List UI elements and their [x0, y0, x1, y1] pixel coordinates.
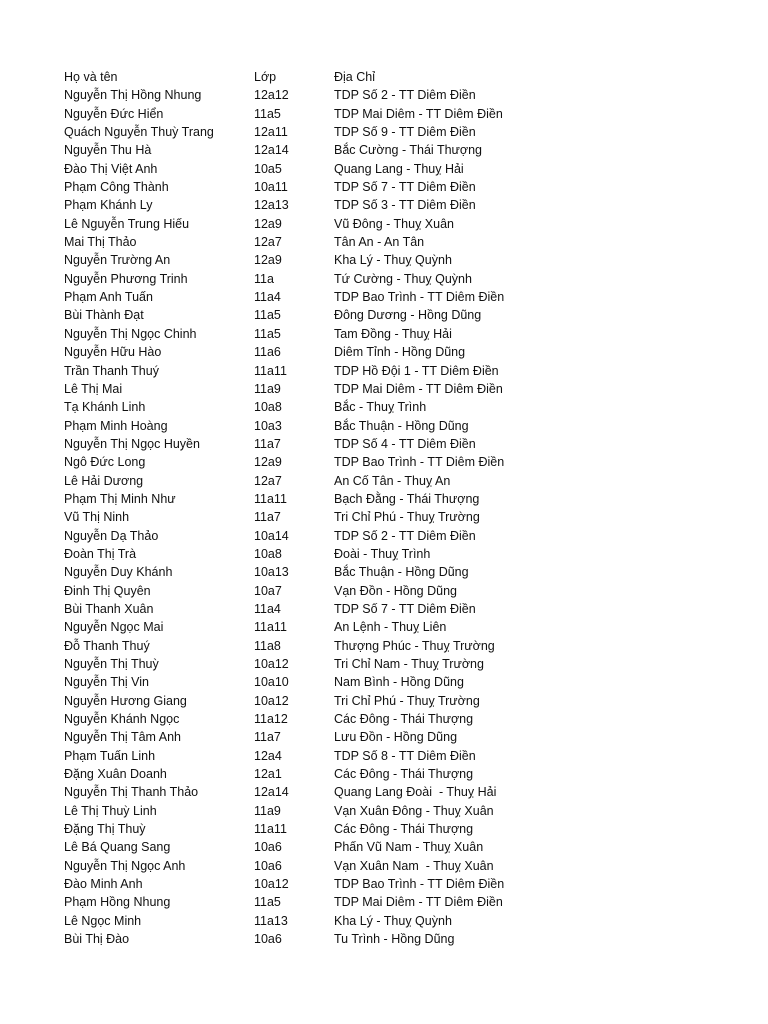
address-cell: Đông Dương - Hồng Dũng [334, 308, 482, 323]
student-name-cell: Phạm Anh Tuấn [64, 290, 153, 305]
table-row [64, 362, 594, 380]
table-row [64, 783, 594, 801]
class-cell: 11a11 [254, 491, 287, 506]
address-cell: TDP Số 7 - TT Diêm Điền [334, 180, 476, 195]
class-cell: 12a1 [254, 767, 282, 782]
address-cell: Lưu Đồn - Hồng Dũng [334, 730, 458, 745]
address-cell: Thượng Phúc - Thuỵ Trường [334, 638, 495, 653]
class-cell: 10a12 [254, 877, 289, 892]
student-name-cell: Lê Thị Thuỳ Linh [64, 803, 157, 818]
address-cell: Vạn Xuân Đông - Thuỵ Xuân [334, 803, 494, 818]
class-cell: 11a [254, 271, 274, 286]
table-row [64, 160, 594, 178]
class-cell: 12a12 [254, 88, 289, 103]
class-cell: 10a14 [254, 528, 289, 543]
student-name-cell: Nguyễn Đức Hiển [64, 106, 164, 121]
student-name-cell: Nguyễn Hương Giang [64, 693, 187, 708]
table-row [64, 637, 594, 655]
address-cell: Tứ Cường - Thuỵ Quỳnh [334, 271, 472, 286]
student-name-cell: Đặng Xuân Doanh [64, 767, 167, 782]
class-cell: 11a7 [254, 730, 281, 745]
header-class: Lớp [254, 70, 277, 84]
table-row [64, 710, 594, 728]
table-row [64, 802, 594, 820]
class-cell: 10a12 [254, 657, 289, 671]
class-cell: 11a4 [254, 601, 281, 616]
address-cell: Tri Chỉ Phú - Thuỵ Trường [334, 693, 480, 708]
table-row [64, 178, 594, 196]
student-name-cell: Nguyễn Thị Hồng Nhung [64, 88, 202, 103]
student-name-cell: Lê Nguyễn Trung Hiếu [64, 216, 190, 231]
class-cell: 12a4 [254, 748, 282, 763]
student-name-cell: Lê Thị Mai [64, 381, 123, 396]
table-row [64, 747, 594, 765]
table-row [64, 435, 594, 453]
table-row [64, 655, 594, 673]
class-cell: 10a6 [254, 932, 282, 947]
table-row [64, 196, 594, 214]
student-name-cell: Quách Nguyễn Thuỳ Trang [64, 125, 214, 140]
address-cell: Bạch Đằng - Thái Thượng [334, 491, 480, 506]
address-cell: TDP Số 3 - TT Diêm Điền [334, 198, 476, 213]
address-cell: Các Đông - Thái Thượng [334, 767, 474, 782]
table-row [64, 306, 594, 324]
class-cell: 10a11 [254, 180, 288, 195]
address-cell: Tri Chỉ Phú - Thuỵ Trường [334, 510, 480, 525]
class-cell: 11a11 [254, 822, 287, 837]
student-name-cell: Phạm Tuấn Linh [64, 748, 156, 763]
student-name-cell: Nguyễn Thu Hà [64, 143, 152, 158]
class-cell: 12a7 [254, 235, 282, 250]
address-cell: Bắc Thuận - Hồng Dũng [334, 418, 469, 433]
header-address: Địa Chỉ [334, 70, 375, 84]
class-cell: 10a12 [254, 693, 289, 708]
address-cell: TDP Bao Trình - TT Diêm Điền [334, 455, 505, 470]
address-cell: TDP Số 4 - TT Diêm Điền [334, 436, 476, 451]
table-row [64, 875, 594, 893]
student-name-cell: Bùi Thành Đạt [64, 308, 144, 323]
table-row [64, 105, 594, 123]
header-name: Họ và tên [64, 70, 118, 84]
address-cell: Bắc Thuận - Hồng Dũng [334, 565, 469, 580]
table-row [64, 857, 594, 875]
class-cell: 11a5 [254, 895, 281, 910]
student-name-cell: Vũ Thị Ninh [64, 510, 130, 525]
student-name-cell: Nguyễn Duy Khánh [64, 565, 173, 580]
student-name-cell: Nguyễn Thị Vin [64, 675, 150, 690]
student-name-cell: Phạm Hồng Nhung [64, 895, 171, 910]
student-name-cell: Phạm Công Thành [64, 180, 169, 195]
table-row [64, 545, 594, 563]
address-cell: Diêm Tỉnh - Hồng Dũng [334, 345, 466, 360]
student-name-cell: Tạ Khánh Linh [64, 400, 146, 415]
address-cell: Kha Lý - Thuỵ Quỳnh [334, 913, 452, 928]
table-row [64, 527, 594, 545]
class-cell: 12a13 [254, 198, 289, 213]
student-name-cell: Lê Hải Dương [64, 473, 144, 488]
address-cell: Tu Trình - Hồng Dũng [334, 932, 455, 947]
class-cell: 10a5 [254, 161, 282, 176]
address-cell: TDP Số 2 - TT Diêm Điền [334, 88, 476, 103]
class-cell: 11a5 [254, 308, 281, 323]
class-cell: 12a14 [254, 785, 289, 800]
class-cell: 11a11 [254, 620, 287, 635]
class-cell: 10a8 [254, 546, 282, 561]
student-name-cell: Phạm Khánh Ly [64, 198, 153, 213]
student-name-cell: Nguyễn Dạ Thảo [64, 528, 159, 543]
student-name-cell: Nguyễn Ngọc Mai [64, 620, 164, 635]
table-row [64, 417, 594, 435]
student-list-sheet [64, 68, 724, 949]
class-cell: 10a7 [254, 583, 282, 598]
table-row [64, 380, 594, 398]
class-cell: 11a8 [254, 638, 281, 653]
class-cell: 12a9 [254, 455, 282, 470]
student-name-cell: Nguyễn Hữu Hào [64, 345, 162, 360]
table-row [64, 325, 594, 343]
address-cell: Các Đông - Thái Thượng [334, 712, 474, 727]
address-cell: TDP Hồ Đội 1 - TT Diêm Điền [334, 363, 499, 378]
address-cell: Tri Chỉ Nam - Thuỵ Trường [334, 657, 484, 671]
address-cell: Tam Đồng - Thuỵ Hải [334, 326, 452, 341]
student-name-cell: Lê Bá Quang Sang [64, 840, 171, 855]
address-cell: Các Đông - Thái Thượng [334, 822, 474, 837]
address-cell: Vũ Đông - Thuỵ Xuân [334, 216, 454, 231]
class-cell: 11a5 [254, 106, 281, 121]
class-cell: 11a12 [254, 712, 288, 727]
student-name-cell: Đinh Thị Quyên [64, 583, 151, 598]
address-cell: TDP Mai Diêm - TT Diêm Điền [334, 106, 503, 121]
class-cell: 11a6 [254, 345, 281, 360]
class-cell: 11a5 [254, 326, 281, 341]
class-cell: 12a9 [254, 253, 282, 268]
address-cell: Vạn Đồn - Hồng Dũng [334, 583, 457, 598]
class-cell: 10a6 [254, 840, 282, 855]
table-row [64, 692, 594, 710]
table-row [64, 270, 594, 288]
student-name-cell: Phạm Thị Minh Như [64, 491, 176, 506]
table-row [64, 912, 594, 930]
address-cell: Phấn Vũ Nam - Thuỵ Xuân [334, 840, 484, 855]
address-cell: TDP Mai Diêm - TT Diêm Điền [334, 381, 503, 396]
class-cell: 11a4 [254, 290, 281, 305]
student-name-cell: Đào Thị Việt Anh [64, 161, 158, 176]
table-row [64, 582, 594, 600]
class-cell: 12a7 [254, 473, 282, 488]
address-cell: TDP Số 2 - TT Diêm Điền [334, 528, 476, 543]
table-row [64, 838, 594, 856]
address-cell: TDP Số 7 - TT Diêm Điền [334, 601, 476, 616]
table-row [64, 618, 594, 636]
address-cell: Tân An - An Tân [334, 235, 425, 250]
student-name-cell: Nguyễn Thị Thanh Thảo [64, 785, 199, 800]
address-cell: Kha Lý - Thuỵ Quỳnh [334, 253, 452, 268]
table-row [64, 673, 594, 691]
address-cell: Nam Bình - Hồng Dũng [334, 675, 464, 690]
student-name-cell: Đoàn Thị Trà [64, 546, 137, 561]
student-name-cell: Nguyễn Thị Ngọc Anh [64, 858, 186, 873]
student-name-cell: Nguyễn Phương Trinh [64, 271, 188, 286]
header-row [64, 68, 594, 86]
student-name-cell: Đặng Thị Thuỳ [64, 822, 146, 837]
address-cell: An Cố Tân - Thuỵ An [334, 473, 451, 488]
class-cell: 10a6 [254, 858, 282, 873]
class-cell: 11a7 [254, 436, 281, 451]
table-row [64, 600, 594, 618]
class-cell: 11a7 [254, 510, 281, 525]
address-cell: Quang Lang Đoài - Thuỵ Hải [334, 785, 497, 800]
table-row [64, 508, 594, 526]
class-cell: 12a9 [254, 216, 282, 231]
table-row [64, 765, 594, 783]
class-cell: 11a9 [254, 381, 281, 396]
address-cell: TDP Bao Trình - TT Diêm Điền [334, 877, 505, 892]
table-row [64, 215, 594, 233]
table-row [64, 490, 594, 508]
address-cell: TDP Số 8 - TT Diêm Điền [334, 748, 476, 763]
table-row [64, 398, 594, 416]
student-name-cell: Nguyễn Thị Ngọc Huyền [64, 436, 200, 451]
class-cell: 10a8 [254, 400, 282, 415]
table-row [64, 86, 594, 104]
student-table [64, 68, 594, 949]
class-cell: 10a13 [254, 565, 289, 580]
table-row [64, 233, 594, 251]
table-row [64, 472, 594, 490]
student-name-cell: Bùi Thanh Xuân [64, 601, 154, 616]
student-name-cell: Bùi Thị Đào [64, 932, 130, 947]
table-body [64, 86, 594, 948]
student-name-cell: Trần Thanh Thuý [64, 363, 159, 378]
class-cell: 11a9 [254, 803, 281, 818]
address-cell: Đoài - Thuỵ Trình [334, 546, 431, 561]
class-cell: 12a14 [254, 143, 289, 158]
table-row [64, 123, 594, 141]
table-row [64, 251, 594, 269]
student-name-cell: Nguyễn Trường An [64, 253, 171, 268]
address-cell: Vạn Xuân Nam - Thuỵ Xuân [334, 858, 494, 873]
class-cell: 10a10 [254, 675, 289, 690]
address-cell: Quang Lang - Thuỵ Hải [334, 161, 464, 176]
student-name-cell: Nguyễn Khánh Ngọc [64, 712, 180, 727]
student-name-cell: Nguyễn Thị Ngọc Chinh [64, 326, 197, 341]
class-cell: 12a11 [254, 125, 288, 140]
table-row [64, 930, 594, 948]
student-name-cell: Ngô Đức Long [64, 455, 146, 470]
table-row [64, 343, 594, 361]
class-cell: 11a11 [254, 363, 287, 378]
class-cell: 11a13 [254, 913, 288, 928]
student-name-cell: Nguyễn Thị Thuỳ [64, 657, 159, 671]
class-cell: 10a3 [254, 418, 282, 433]
table-row [64, 288, 594, 306]
student-name-cell: Phạm Minh Hoàng [64, 418, 168, 433]
student-name-cell: Nguyễn Thị Tâm Anh [64, 730, 181, 745]
student-name-cell: Đào Minh Anh [64, 877, 143, 892]
student-name-cell: Mai Thị Thảo [64, 235, 137, 250]
table-row [64, 453, 594, 471]
student-name-cell: Đỗ Thanh Thuý [64, 638, 150, 653]
table-row [64, 893, 594, 911]
table-row [64, 820, 594, 838]
table-row [64, 563, 594, 581]
table-row [64, 141, 594, 159]
address-cell: Bắc Cường - Thái Thượng [334, 143, 483, 158]
address-cell: An Lệnh - Thuỵ Liên [334, 620, 447, 635]
address-cell: TDP Bao Trình - TT Diêm Điền [334, 290, 505, 305]
address-cell: TDP Mai Diêm - TT Diêm Điền [334, 895, 503, 910]
student-name-cell: Lê Ngọc Minh [64, 913, 142, 928]
table-row [64, 728, 594, 746]
address-cell: TDP Số 9 - TT Diêm Điền [334, 125, 476, 140]
address-cell: Bắc - Thuỵ Trình [334, 400, 427, 415]
